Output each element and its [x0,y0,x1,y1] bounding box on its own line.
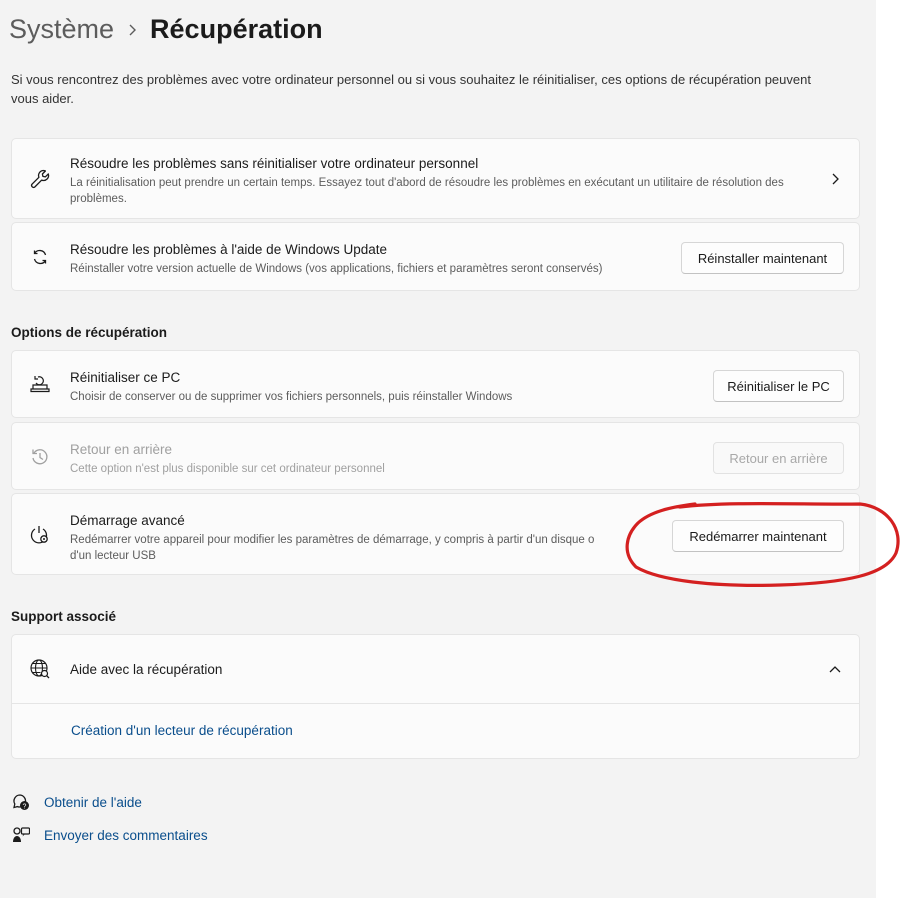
reset-pc-card [11,350,860,418]
related-support-heading: Support associé [11,609,117,624]
help-recovery-expander[interactable] [12,635,859,703]
sync-icon [29,246,51,268]
windows-update-card [11,222,860,291]
reinstall-now-button[interactable]: Réinstaller maintenant [681,242,844,274]
advanced-startup-card [11,493,860,575]
chevron-right-icon [828,172,842,186]
breadcrumb-parent-systeme[interactable]: Système [9,14,115,44]
feedback-icon [11,825,31,845]
reset-pc-desc: Choisir de conserver ou de supprimer vos fichiers personnels, puis réinstaller Windows [70,391,513,403]
get-help-item[interactable] [11,792,142,812]
create-recovery-drive-link[interactable]: Création d'un lecteur de récupération [71,723,293,738]
windows-update-desc: Réinstaller votre version actuelle de Windows (vos applications, fichiers et paramètres seront conservés) [70,263,603,275]
help-chat-icon [11,792,31,812]
feedback-link[interactable]: Envoyer des commentaires [44,827,208,843]
restart-now-button[interactable]: Redémarrer maintenant [672,520,844,552]
wrench-icon [29,168,51,190]
page-title: Récupération [150,14,323,44]
reset-pc-button[interactable]: Réinitialiser le PC [713,370,844,402]
advanced-startup-desc-line2: d'un lecteur USB [70,550,156,562]
reset-pc-title: Réinitialiser ce PC [70,370,181,385]
feedback-item[interactable] [11,825,208,845]
troubleshoot-card[interactable] [11,138,860,219]
power-gear-icon [29,524,51,546]
divider [12,703,859,704]
breadcrumb [9,14,323,45]
go-back-title: Retour en arrière [70,442,173,457]
chevron-right-icon [114,23,150,37]
intro-text: Si vous rencontrez des problèmes avec votre ordinateur personnel ou si vous souhaitez le réinitialiser, ces options de récupération peuvent vous aider. [11,72,811,106]
advanced-startup-desc-line1: Redémarrer votre appareil pour modifier les paramètres de démarrage, y compris à partir d'un disque o [70,534,595,546]
windows-update-title: Résoudre les problèmes à l'aide de Windows Update [70,242,387,257]
history-icon [29,446,51,468]
reset-pc-icon [29,373,51,395]
help-recovery-title: Aide avec la récupération [70,662,223,677]
recovery-options-heading: Options de récupération [11,325,168,340]
troubleshoot-desc: La réinitialisation peut prendre un certain temps. Essayez tout d'abord de résoudre les problèmes en exécutant un utilitaire de résolution des problèmes. [70,177,784,205]
get-help-link[interactable]: Obtenir de l'aide [44,794,142,810]
chevron-up-icon [828,662,842,676]
go-back-card [11,422,860,490]
advanced-startup-title: Démarrage avancé [70,513,185,528]
svg-text:?: ? [22,803,27,811]
go-back-button: Retour en arrière [713,442,844,474]
related-support-card [11,634,860,759]
troubleshoot-title: Résoudre les problèmes sans réinitialiser votre ordinateur personnel [70,156,479,171]
globe-search-icon [29,658,51,680]
go-back-desc: Cette option n'est plus disponible sur cet ordinateur personnel [70,463,385,475]
